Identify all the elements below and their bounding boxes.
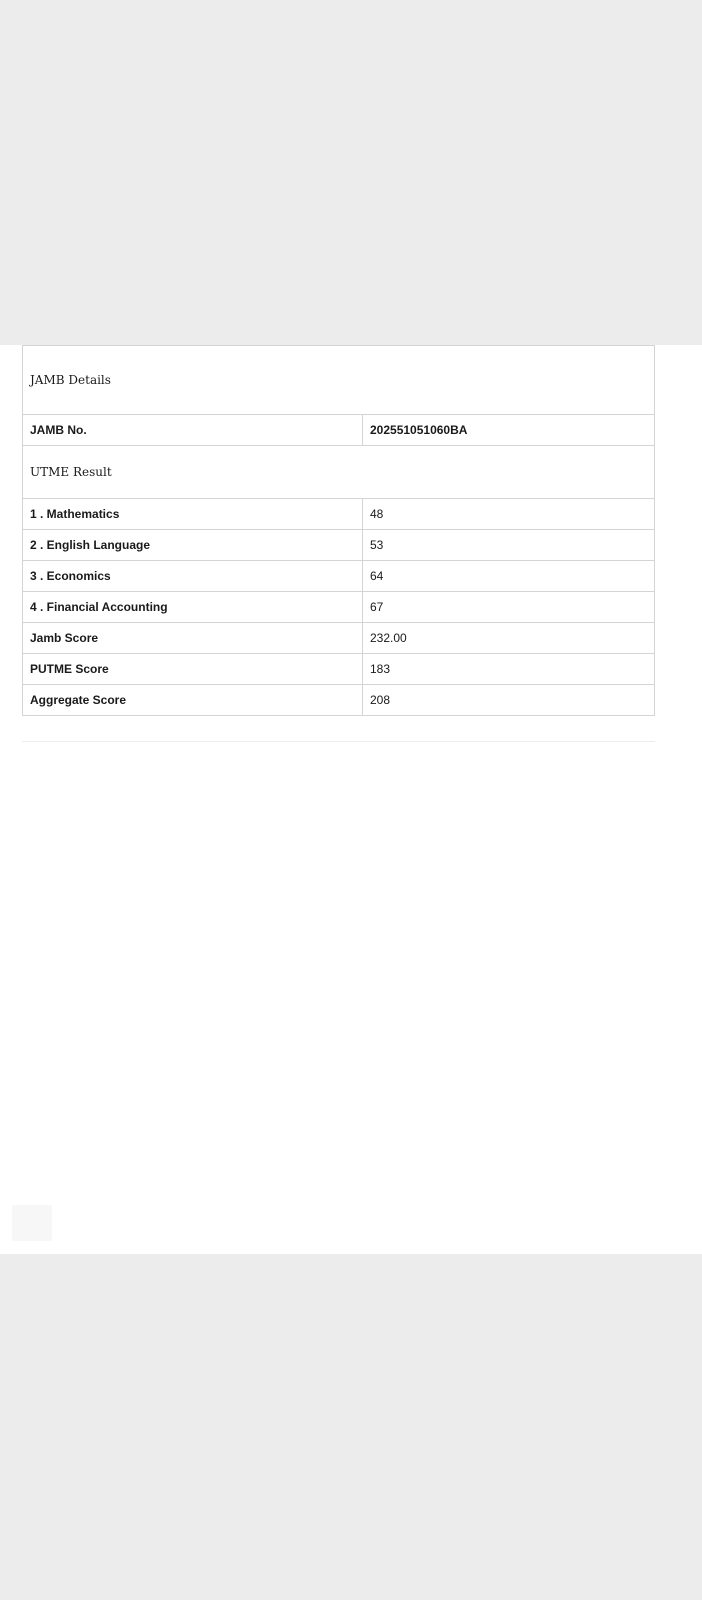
jamb-score-row bbox=[23, 623, 655, 654]
top-background bbox=[0, 0, 702, 345]
aggregate-score-value: 208 bbox=[363, 685, 655, 716]
putme-score-row bbox=[23, 654, 655, 685]
section-divider bbox=[22, 741, 655, 742]
jamb-details-table bbox=[22, 345, 655, 716]
putme-score-label: PUTME Score bbox=[23, 654, 363, 685]
subject-score: 53 bbox=[363, 530, 655, 561]
jamb-no-label: JAMB No. bbox=[23, 415, 363, 446]
main-content bbox=[0, 345, 702, 1254]
subject-label: 4 . Financial Accounting bbox=[23, 592, 363, 623]
subject-row bbox=[23, 499, 655, 530]
utme-result-title: UTME Result bbox=[23, 446, 655, 499]
subject-row bbox=[23, 561, 655, 592]
utme-result-header-row bbox=[23, 446, 655, 499]
subject-score: 48 bbox=[363, 499, 655, 530]
jamb-details-header-row bbox=[23, 346, 655, 415]
putme-score-value: 183 bbox=[363, 654, 655, 685]
jamb-no-value: 202551051060BA bbox=[363, 415, 655, 446]
jamb-details-title: JAMB Details bbox=[23, 346, 655, 415]
bottom-background bbox=[0, 1254, 702, 1600]
subject-row bbox=[23, 592, 655, 623]
subject-label: 2 . English Language bbox=[23, 530, 363, 561]
subject-score: 64 bbox=[363, 561, 655, 592]
subject-row bbox=[23, 530, 655, 561]
jamb-score-value: 232.00 bbox=[363, 623, 655, 654]
subject-label: 3 . Economics bbox=[23, 561, 363, 592]
jamb-no-row bbox=[23, 415, 655, 446]
subject-label: 1 . Mathematics bbox=[23, 499, 363, 530]
aggregate-score-label: Aggregate Score bbox=[23, 685, 363, 716]
subject-score: 67 bbox=[363, 592, 655, 623]
jamb-score-label: Jamb Score bbox=[23, 623, 363, 654]
floating-button[interactable] bbox=[12, 1205, 52, 1241]
aggregate-score-row bbox=[23, 685, 655, 716]
